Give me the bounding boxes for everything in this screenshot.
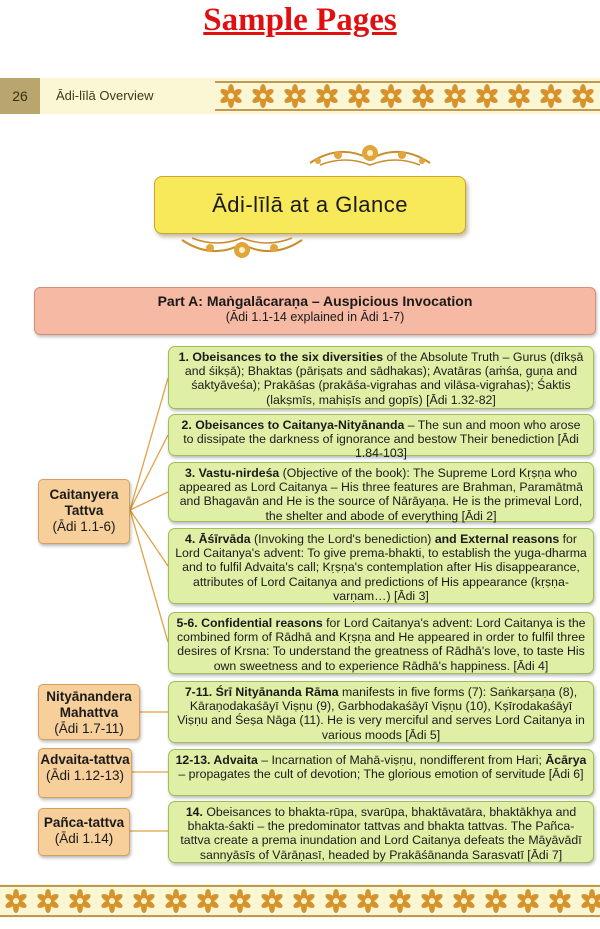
flower-icon (420, 889, 444, 913)
flower-icon (4, 889, 28, 913)
running-head: Ādi-līlā Overview (56, 88, 154, 103)
flower-icon (196, 889, 220, 913)
flower-icon (132, 889, 156, 913)
flower-icon (68, 889, 92, 913)
flower-icon (388, 889, 412, 913)
item-4-box: 4. Āśīrvāda (Invoking the Lord's benediction) and External reasons for Lord Caitanya's advent: To give prema-bhakti, to establish the yuga-dharma and to fulfil Advaita's call; Kṛṣṇa's contemplation after His disappearance, attributes of Lord Caitanya and predictions of His appearance (kṛṣṇa-varṇam…) [Ādi 3] (168, 528, 594, 604)
flower-icon (36, 889, 60, 913)
page-number: 26 (0, 78, 40, 114)
group-caitanyera-tattva: Caitanyera Tattva (Ādi 1.1-6) (38, 479, 130, 544)
chapter-title: Ādi-līlā at a Glance (154, 176, 466, 234)
item-12-13-box: 12-13. Advaita – Incarnation of Mahā-viṣṇu, nondifferent from Hari; Ācārya – propagates the cult of devotion; The glorious emotion of servitude [Ādi 6] (168, 749, 594, 796)
item-1-box: 1. Obeisances to the six diversities of the Absolute Truth – Gurus (dīkṣā and śikṣā); Bhaktas (pāriṣats and sādhakas); Avatāras (aṁśa, guṇa and śaktyāveśa); Prakāśas (prakāśa-vigrahas and vilāsa-vigrahas); Śaktis (lakṣmīs, mahiṣīs and gopīs) [Ādi 1.32-82] (168, 346, 594, 409)
item-7-11-box: 7-11. Śrī Nityānanda Rāma manifests in five forms (7): Saṅkarṣaṇa (8), Kāraṇodakaśāyī Viṣṇu (9), Garbhodakaśāyī Viṣṇu (10), Kṣīrodakaśāyī Viṣṇu and Śeṣa Nāga (11). He is very merciful and serves Lord Caitanya in various moods [Ādi 5] (168, 681, 594, 743)
part-a-title: Part A: Maṅgalācaraṇa – Auspicious Invocation (157, 293, 473, 309)
flower-icon (292, 889, 316, 913)
item-5-6-box: 5-6. Confidential reasons for Lord Caitanya's advent: Lord Caitanya is the combined form of Rādhā and Kṛṣṇa and He appeared in order to fulfil three desires of Krsna: To understand the greatness of Rādhā's love, to taste His own sweetness and to experience Rādhā's happiness. [Ādi 4] (168, 612, 594, 674)
part-a-subtitle: (Ādi 1.1-14 explained in Ādi 1-7) (225, 310, 405, 324)
flower-icon (452, 889, 476, 913)
group-panca-tattva: Pañca-tattva (Ādi 1.14) (38, 808, 130, 856)
flower-icon (516, 889, 540, 913)
flower-icon (548, 889, 572, 913)
item-14-box: 14. Obeisances to bhakta-rūpa, svarūpa, bhaktāvatāra, bhaktākhya and bhakta-śakti – the predominator tattvas and bhakta tattvas. The Pañca-tattva create a prema inundation and Lord Caitanya defeats the Māyāvādī sannyāsīs of Vārāṇasī, headed by Prakāśānanda Sarasvatī [Ādi 7] (168, 801, 594, 863)
group-advaita-tattva: Advaita-tattva (Ādi 1.12-13) (38, 748, 132, 798)
flower-icon (580, 889, 600, 913)
flower-icon (324, 889, 348, 913)
item-3-box: 3. Vastu-nirdeśa (Objective of the book): The Supreme Lord Kṛṣṇa who appeared as Lord Caitanya – His three features are Brahman, Paramātmā and Bhagavān and He is the source of Nārāyaṇa. He is the primeval Lord, the shelter and abode of everything [Ādi 2] (168, 462, 594, 522)
flower-icon (484, 889, 508, 913)
flower-icon (356, 889, 380, 913)
item-2-box: 2. Obeisances to Caitanya-Nityānanda – The sun and moon who arose to dissipate the darkness of ignorance and bestow Their benediction [Ādi 1.84-103] (168, 414, 594, 456)
flower-icon (164, 889, 188, 913)
floral-border-bottom (0, 884, 600, 918)
flower-icon (100, 889, 124, 913)
flower-icon (260, 889, 284, 913)
group-nityanandera-mahattva: Nityānandera Mahattva (Ādi 1.7-11) (38, 684, 140, 740)
flower-icon (228, 889, 252, 913)
sample-pages-title: Sample Pages (203, 2, 397, 38)
